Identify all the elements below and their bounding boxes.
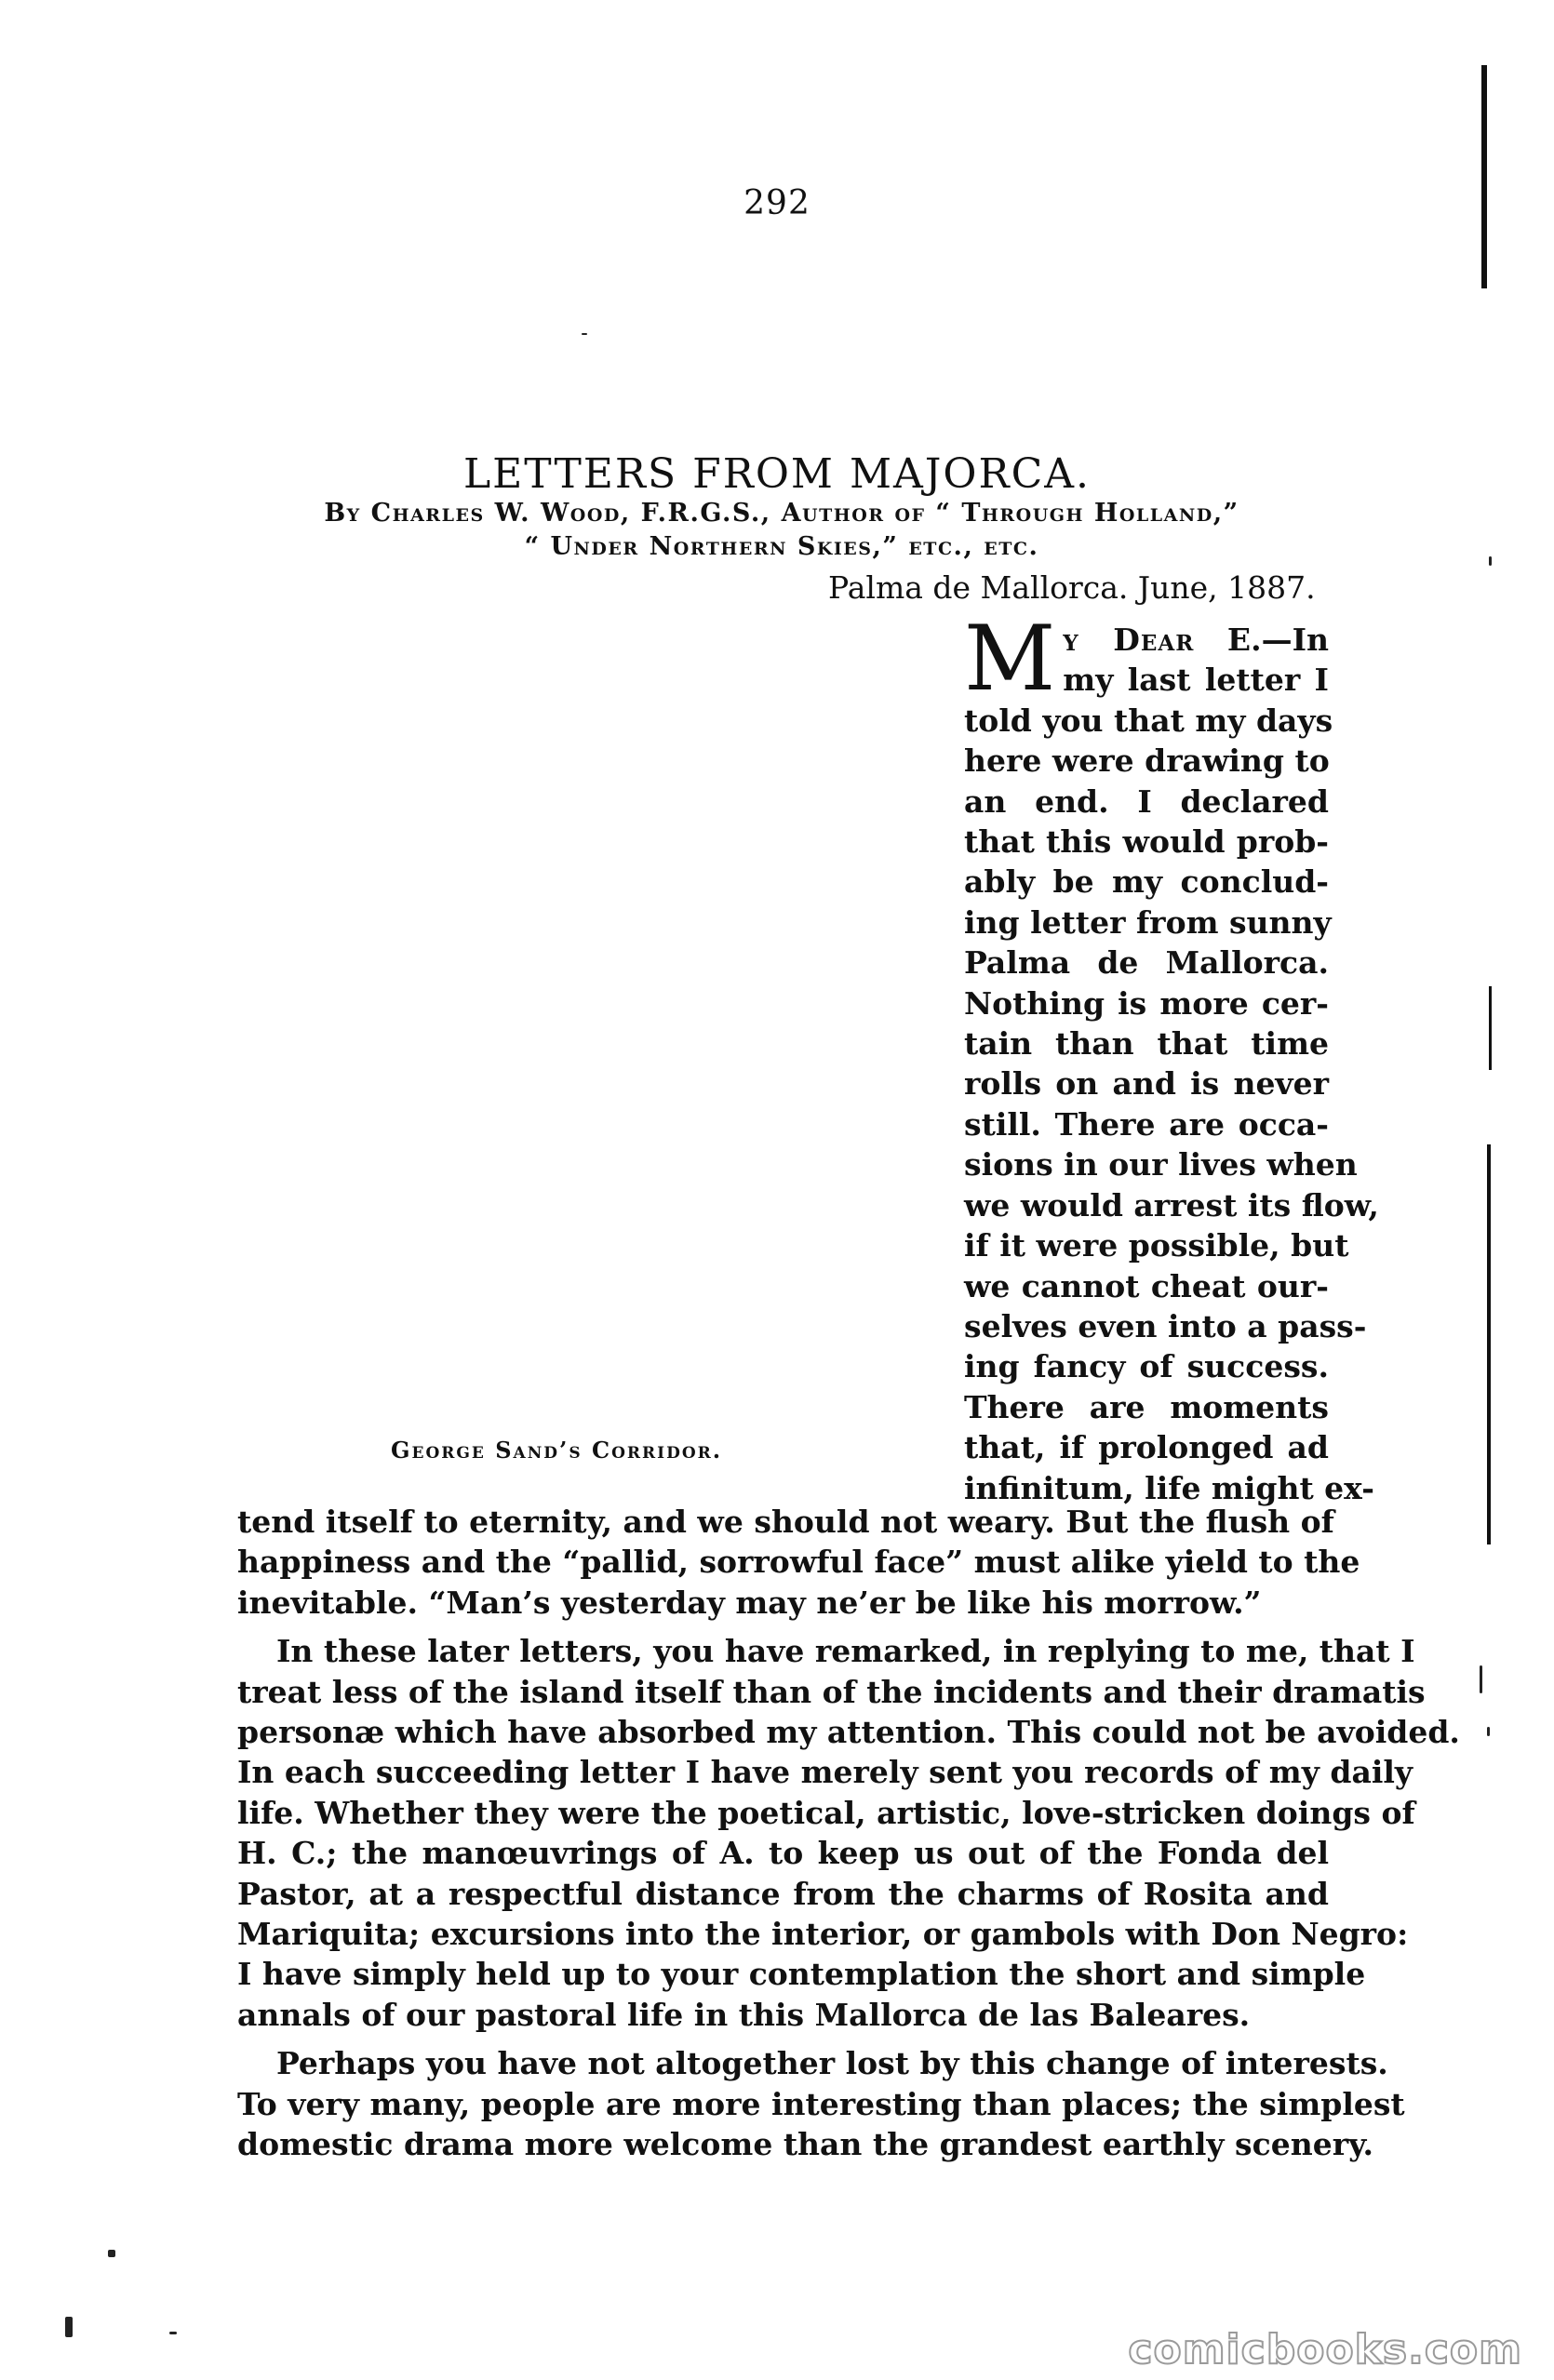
text-line: happiness and the “pallid, sorrowful face” must alike yield to the: [237, 1544, 1360, 1581]
watermark: comicbooks.com: [1128, 2326, 1522, 2373]
text-line: if it were possible, but: [964, 1227, 1349, 1264]
scan-speck: [65, 2317, 73, 2337]
paragraph-3: [237, 2043, 1405, 2164]
scan-edge-mark: [1489, 986, 1492, 1070]
text-line: In each succeeding letter I have merely sent you records of my daily: [237, 1754, 1413, 1791]
illustration-caption: George Sand’s Corridor.: [391, 1437, 723, 1464]
dateline: Palma de Mallorca. June, 1887.: [828, 569, 1316, 606]
text-line: H. C.; the manœuvrings of A. to keep us out of the Fonda del: [237, 1835, 1329, 1872]
salutation: y Dear: [1063, 622, 1195, 658]
page-number: 292: [744, 184, 810, 222]
text-line: still. There are occa-: [964, 1105, 1329, 1143]
text-line: domestic drama more welcome than the grandest earthly scenery.: [237, 2126, 1373, 2163]
text-line: told you that my days: [964, 702, 1333, 739]
text-line: infinitum, life might ex-: [964, 1469, 1374, 1506]
scan-speck: [1480, 1665, 1482, 1693]
text-line: treat less of the island itself than of the incidents and their dramatis: [237, 1673, 1426, 1710]
text-line: tain than that time: [964, 1025, 1329, 1063]
article-title: LETTERS FROM MAJORCA.: [462, 450, 1092, 499]
text-line: life. Whether they were the poetical, artistic, love-stricken doings of: [237, 1794, 1415, 1831]
scan-speck: [169, 2332, 177, 2334]
text-line: In these later letters, you have remarked, in replying to me, that I: [276, 1633, 1415, 1670]
text-line: Nothing is more cer-: [964, 984, 1329, 1022]
text-line: ably be my conclud-: [964, 863, 1329, 901]
text-line: E.—In: [1226, 622, 1329, 658]
text-line: Mariquita; excursions into the interior, or gambols with Don Negro:: [237, 1916, 1409, 1953]
scan-speck: [108, 2250, 115, 2257]
full-width-text: [237, 1502, 1460, 2165]
illustration-plate-area: [233, 623, 958, 1451]
text-line: personæ which have absorbed my attention. This could not be avoided.: [237, 1714, 1460, 1751]
scan-speck: [1489, 556, 1492, 566]
text-line: that, if prolonged ad: [964, 1429, 1329, 1466]
scan-speck: [1487, 1727, 1490, 1736]
text-line: ing letter from sunny: [964, 903, 1332, 941]
byline: [223, 497, 1340, 564]
text-line: Palma de Mallorca.: [964, 944, 1329, 982]
text-line: Pastor, at a respectful distance from the charms of Rosita and: [237, 1875, 1329, 1912]
byline-line-1: By Charles W. Wood, F.R.G.S., Author of “ Through Holland,”: [324, 499, 1239, 528]
scan-speck: [582, 333, 587, 335]
byline-line-2: “ Under Northern Skies,” etc., etc.: [524, 532, 1039, 561]
text-line: rolls on and is never: [964, 1065, 1329, 1103]
scan-edge-mark: [1481, 65, 1487, 288]
text-line: Perhaps you have not altogether lost by this change of interests.: [276, 2045, 1388, 2082]
text-line: that this would prob-: [964, 823, 1329, 861]
text-line: inevitable. “Man’s yesterday may ne’er be like his morrow.”: [237, 1584, 1262, 1621]
text-line: sions in our lives when: [964, 1146, 1358, 1183]
drop-cap: M: [964, 607, 1056, 711]
text-line: we cannot cheat our-: [964, 1267, 1329, 1304]
text-line: selves even into a pass-: [964, 1307, 1367, 1344]
text-line: ing fancy of success.: [964, 1348, 1329, 1385]
text-line: my last letter I: [1063, 662, 1329, 699]
scan-edge-mark: [1487, 1144, 1491, 1544]
text-line: annals of our pastoral life in this Mallorca de las Baleares.: [237, 1996, 1251, 2033]
narrow-text-column: [964, 607, 1379, 1508]
text-line: To very many, people are more interesting than places; the simplest: [237, 2085, 1405, 2122]
text-line: tend itself to eternity, and we should not weary. But the flush of: [237, 1504, 1334, 1540]
paragraph-2: [237, 1631, 1460, 2035]
text-line: There are moments: [964, 1388, 1329, 1425]
paragraph-1: [237, 1502, 1360, 1623]
text-line: an end. I declared: [964, 782, 1329, 820]
text-line: we would arrest its flow,: [964, 1186, 1379, 1223]
text-line: here were drawing to: [964, 742, 1330, 780]
text-line: I have simply held up to your contemplation the short and simple: [237, 1956, 1366, 1993]
